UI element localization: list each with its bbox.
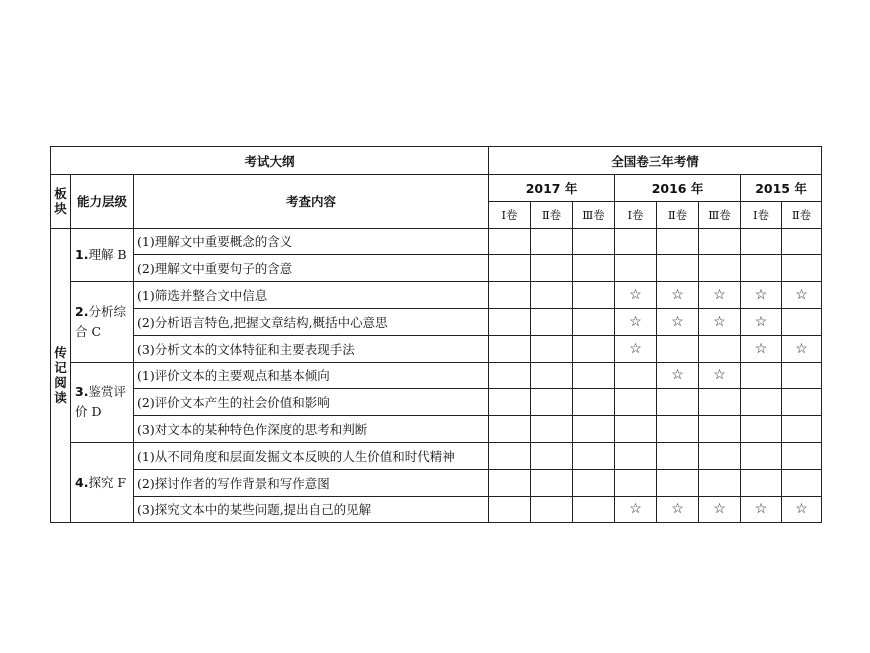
table-row bbox=[51, 362, 822, 389]
mark-cell bbox=[782, 469, 822, 496]
mark-cell bbox=[531, 282, 573, 309]
mark-cell bbox=[615, 255, 657, 282]
ability-level: 4.探究 F bbox=[71, 442, 134, 522]
header-content: 考查内容 bbox=[134, 175, 489, 229]
mark-cell bbox=[782, 416, 822, 443]
mark-cell bbox=[489, 416, 531, 443]
mark-cell bbox=[657, 469, 699, 496]
mark-cell bbox=[573, 362, 615, 389]
mark-cell bbox=[573, 496, 615, 523]
header-vol-0-2: Ⅲ卷 bbox=[573, 201, 615, 228]
content-cell: (3)探究文本中的某些问题,提出自己的见解 bbox=[134, 496, 489, 523]
mark-cell bbox=[741, 416, 782, 443]
mark-cell bbox=[615, 389, 657, 416]
star-mark: ☆ bbox=[657, 362, 699, 389]
mark-cell bbox=[699, 389, 741, 416]
mark-cell bbox=[615, 416, 657, 443]
table-row bbox=[51, 442, 822, 469]
mark-cell bbox=[531, 496, 573, 523]
mark-cell bbox=[531, 362, 573, 389]
content-cell: (2)理解文中重要句子的含意 bbox=[134, 255, 489, 282]
star-mark: ☆ bbox=[699, 496, 741, 523]
header-vol-2-0: Ⅰ卷 bbox=[741, 201, 782, 228]
star-mark: ☆ bbox=[782, 496, 822, 523]
content-cell: (2)评价文本产生的社会价值和影响 bbox=[134, 389, 489, 416]
mark-cell bbox=[615, 442, 657, 469]
mark-cell bbox=[573, 335, 615, 362]
header-vol-1-1: Ⅱ卷 bbox=[657, 201, 699, 228]
mark-cell bbox=[531, 335, 573, 362]
mark-cell bbox=[782, 442, 822, 469]
mark-cell bbox=[657, 228, 699, 255]
mark-cell bbox=[489, 389, 531, 416]
mark-cell bbox=[489, 442, 531, 469]
star-mark: ☆ bbox=[657, 496, 699, 523]
star-mark: ☆ bbox=[782, 335, 822, 362]
content-cell: (1)评价文本的主要观点和基本倾向 bbox=[134, 362, 489, 389]
star-mark: ☆ bbox=[615, 335, 657, 362]
table-row bbox=[51, 282, 822, 309]
table-row bbox=[51, 308, 822, 335]
mark-cell bbox=[657, 335, 699, 362]
mark-cell bbox=[489, 308, 531, 335]
mark-cell bbox=[573, 282, 615, 309]
mark-cell bbox=[531, 416, 573, 443]
mark-cell bbox=[657, 442, 699, 469]
mark-cell bbox=[615, 469, 657, 496]
mark-cell bbox=[489, 282, 531, 309]
mark-cell bbox=[782, 362, 822, 389]
mark-cell bbox=[531, 442, 573, 469]
star-mark: ☆ bbox=[782, 282, 822, 309]
header-exam-situation: 全国卷三年考情 bbox=[489, 147, 822, 175]
ability-level: 2.分析综合 C bbox=[71, 282, 134, 362]
mark-cell bbox=[741, 362, 782, 389]
mark-cell bbox=[657, 255, 699, 282]
mark-cell bbox=[489, 255, 531, 282]
mark-cell bbox=[699, 469, 741, 496]
mark-cell bbox=[573, 228, 615, 255]
mark-cell bbox=[699, 416, 741, 443]
section-label: 传记阅读 bbox=[51, 228, 71, 523]
mark-cell bbox=[615, 228, 657, 255]
star-mark: ☆ bbox=[699, 308, 741, 335]
mark-cell bbox=[489, 469, 531, 496]
star-mark: ☆ bbox=[615, 496, 657, 523]
star-mark: ☆ bbox=[741, 496, 782, 523]
mark-cell bbox=[657, 389, 699, 416]
mark-cell bbox=[573, 389, 615, 416]
star-mark: ☆ bbox=[615, 282, 657, 309]
mark-cell bbox=[573, 308, 615, 335]
ability-level: 1.理解 B bbox=[71, 228, 134, 282]
header-vol-2-1: Ⅱ卷 bbox=[782, 201, 822, 228]
mark-cell bbox=[489, 335, 531, 362]
mark-cell bbox=[741, 469, 782, 496]
mark-cell bbox=[657, 416, 699, 443]
mark-cell bbox=[782, 308, 822, 335]
mark-cell bbox=[489, 496, 531, 523]
table-row bbox=[51, 228, 822, 255]
mark-cell bbox=[531, 308, 573, 335]
mark-cell bbox=[741, 228, 782, 255]
content-cell: (1)筛选并整合文中信息 bbox=[134, 282, 489, 309]
mark-cell bbox=[489, 362, 531, 389]
mark-cell bbox=[782, 255, 822, 282]
table-row bbox=[51, 255, 822, 282]
mark-cell bbox=[573, 255, 615, 282]
header-vol-0-1: Ⅱ卷 bbox=[531, 201, 573, 228]
mark-cell bbox=[741, 389, 782, 416]
mark-cell bbox=[531, 228, 573, 255]
table-row bbox=[51, 416, 822, 443]
mark-cell bbox=[573, 442, 615, 469]
star-mark: ☆ bbox=[657, 308, 699, 335]
mark-cell bbox=[699, 228, 741, 255]
mark-cell bbox=[741, 255, 782, 282]
header-year-1: 2016 年 bbox=[615, 175, 741, 202]
header-vol-0-0: Ⅰ卷 bbox=[489, 201, 531, 228]
table-row bbox=[51, 335, 822, 362]
content-cell: (3)分析文本的文体特征和主要表现手法 bbox=[134, 335, 489, 362]
star-mark: ☆ bbox=[741, 335, 782, 362]
mark-cell bbox=[615, 362, 657, 389]
star-mark: ☆ bbox=[699, 282, 741, 309]
content-cell: (2)分析语言特色,把握文章结构,概括中心意思 bbox=[134, 308, 489, 335]
mark-cell bbox=[782, 389, 822, 416]
header-level: 能力层级 bbox=[71, 175, 134, 229]
mark-cell bbox=[489, 228, 531, 255]
mark-cell bbox=[699, 255, 741, 282]
header-outline: 考试大纲 bbox=[51, 147, 489, 175]
mark-cell bbox=[741, 442, 782, 469]
table-row bbox=[51, 469, 822, 496]
ability-level: 3.鉴赏评价 D bbox=[71, 362, 134, 442]
star-mark: ☆ bbox=[741, 308, 782, 335]
table-row bbox=[51, 389, 822, 416]
mark-cell bbox=[573, 469, 615, 496]
star-mark: ☆ bbox=[615, 308, 657, 335]
mark-cell bbox=[573, 416, 615, 443]
exam-outline-table bbox=[50, 146, 822, 523]
mark-cell bbox=[699, 442, 741, 469]
header-vol-1-0: Ⅰ卷 bbox=[615, 201, 657, 228]
content-cell: (2)探讨作者的写作背景和写作意图 bbox=[134, 469, 489, 496]
header-year-2: 2015 年 bbox=[741, 175, 822, 202]
header-section: 板块 bbox=[51, 175, 71, 229]
star-mark: ☆ bbox=[741, 282, 782, 309]
mark-cell bbox=[531, 389, 573, 416]
mark-cell bbox=[531, 469, 573, 496]
content-cell: (1)理解文中重要概念的含义 bbox=[134, 228, 489, 255]
mark-cell bbox=[531, 255, 573, 282]
header-year-0: 2017 年 bbox=[489, 175, 615, 202]
star-mark: ☆ bbox=[657, 282, 699, 309]
content-cell: (1)从不同角度和层面发掘文本反映的人生价值和时代精神 bbox=[134, 442, 489, 469]
content-cell: (3)对文本的某种特色作深度的思考和判断 bbox=[134, 416, 489, 443]
mark-cell bbox=[699, 335, 741, 362]
header-vol-1-2: Ⅲ卷 bbox=[699, 201, 741, 228]
star-mark: ☆ bbox=[699, 362, 741, 389]
table-row bbox=[51, 496, 822, 523]
mark-cell bbox=[782, 228, 822, 255]
